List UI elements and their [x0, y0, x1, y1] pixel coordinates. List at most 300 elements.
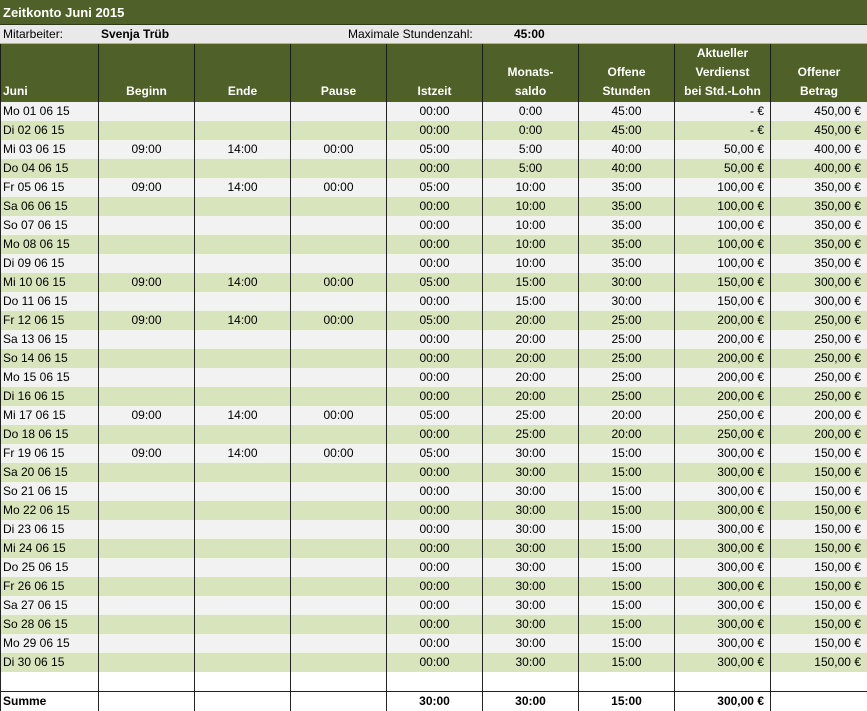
cell-pause[interactable] — [291, 368, 387, 387]
cell-open-hours[interactable]: 35:00 — [579, 178, 675, 197]
cell-date[interactable]: Sa 27 06 15 — [1, 596, 99, 615]
blank-cell[interactable] — [675, 672, 771, 691]
cell-actual-time[interactable]: 00:00 — [387, 577, 483, 596]
cell-open-amount[interactable]: 350,00 € — [771, 178, 867, 197]
cell-pause[interactable] — [291, 558, 387, 577]
cell-month-balance[interactable]: 0:00 — [483, 121, 579, 140]
cell-open-hours[interactable]: 15:00 — [579, 444, 675, 463]
cell-current-earnings[interactable]: 100,00 € — [675, 178, 771, 197]
cell-date[interactable]: Do 18 06 15 — [1, 425, 99, 444]
cell-open-hours[interactable]: 15:00 — [579, 577, 675, 596]
cell-pause[interactable] — [291, 197, 387, 216]
cell-current-earnings[interactable]: 250,00 € — [675, 425, 771, 444]
cell-begin[interactable] — [99, 463, 195, 482]
cell-open-hours[interactable]: 35:00 — [579, 254, 675, 273]
cell-open-amount[interactable]: 150,00 € — [771, 482, 867, 501]
cell-open-amount[interactable]: 150,00 € — [771, 444, 867, 463]
cell-end[interactable]: 14:00 — [195, 311, 291, 330]
cell-open-amount[interactable]: 450,00 € — [771, 102, 867, 121]
cell-end[interactable] — [195, 102, 291, 121]
table-row — [1, 577, 867, 596]
cell-month-balance[interactable]: 5:00 — [483, 140, 579, 159]
cell-end[interactable] — [195, 121, 291, 140]
cell-current-earnings[interactable]: 300,00 € — [675, 539, 771, 558]
cell-current-earnings[interactable]: 100,00 € — [675, 235, 771, 254]
cell-date[interactable]: Mi 17 06 15 — [1, 406, 99, 425]
cell-pause[interactable] — [291, 501, 387, 520]
table-row — [1, 178, 867, 197]
cell-actual-time[interactable]: 00:00 — [387, 520, 483, 539]
cell-month-balance[interactable]: 10:00 — [483, 197, 579, 216]
cell-open-amount[interactable]: 400,00 € — [771, 140, 867, 159]
cell-month-balance[interactable]: 30:00 — [483, 653, 579, 672]
cell-current-earnings[interactable]: 300,00 € — [675, 634, 771, 653]
cell-open-hours[interactable]: 30:00 — [579, 292, 675, 311]
cell-current-earnings[interactable]: 300,00 € — [675, 501, 771, 520]
cell-end[interactable] — [195, 387, 291, 406]
cell-current-earnings[interactable]: 100,00 € — [675, 254, 771, 273]
cell-actual-time[interactable]: 00:00 — [387, 102, 483, 121]
cell-pause[interactable] — [291, 520, 387, 539]
cell-open-hours[interactable]: 15:00 — [579, 520, 675, 539]
cell-open-amount[interactable]: 350,00 € — [771, 197, 867, 216]
cell-end[interactable] — [195, 349, 291, 368]
cell-open-amount[interactable]: 250,00 € — [771, 330, 867, 349]
cell-actual-time[interactable]: 05:00 — [387, 406, 483, 425]
cell-begin[interactable] — [99, 349, 195, 368]
cell-actual-time[interactable]: 00:00 — [387, 634, 483, 653]
cell-open-amount[interactable]: 150,00 € — [771, 501, 867, 520]
cell-end[interactable] — [195, 596, 291, 615]
cell-pause[interactable] — [291, 159, 387, 178]
blank-cell[interactable] — [771, 672, 867, 691]
cell-pause[interactable] — [291, 482, 387, 501]
cell-actual-time[interactable]: 00:00 — [387, 596, 483, 615]
cell-begin[interactable] — [99, 121, 195, 140]
cell-open-amount[interactable]: 300,00 € — [771, 273, 867, 292]
cell-open-amount[interactable]: 350,00 € — [771, 254, 867, 273]
cell-current-earnings[interactable]: 300,00 € — [675, 520, 771, 539]
cell-begin[interactable] — [99, 539, 195, 558]
cell-end[interactable] — [195, 368, 291, 387]
cell-date[interactable]: Di 30 06 15 — [1, 653, 99, 672]
cell-pause[interactable] — [291, 330, 387, 349]
cell-actual-time[interactable]: 05:00 — [387, 273, 483, 292]
cell-month-balance[interactable]: 30:00 — [483, 596, 579, 615]
cell-open-amount[interactable]: 150,00 € — [771, 634, 867, 653]
cell-open-amount[interactable]: 250,00 € — [771, 349, 867, 368]
cell-month-balance[interactable]: 25:00 — [483, 406, 579, 425]
cell-date[interactable]: Mo 08 06 15 — [1, 235, 99, 254]
cell-actual-time[interactable]: 00:00 — [387, 197, 483, 216]
cell-end[interactable] — [195, 634, 291, 653]
cell-current-earnings[interactable]: - € — [675, 121, 771, 140]
cell-open-hours[interactable]: 15:00 — [579, 558, 675, 577]
cell-actual-time[interactable]: 00:00 — [387, 501, 483, 520]
cell-end[interactable] — [195, 520, 291, 539]
cell-open-amount[interactable]: 150,00 € — [771, 615, 867, 634]
cell-open-amount[interactable]: 150,00 € — [771, 539, 867, 558]
cell-end[interactable]: 14:00 — [195, 273, 291, 292]
cell-current-earnings[interactable]: 300,00 € — [675, 596, 771, 615]
cell-end[interactable]: 14:00 — [195, 178, 291, 197]
cell-month-balance[interactable]: 20:00 — [483, 349, 579, 368]
cell-date[interactable]: Mo 29 06 15 — [1, 634, 99, 653]
cell-current-earnings[interactable]: 150,00 € — [675, 273, 771, 292]
sum-cell-month-balance[interactable]: 30:00 — [483, 691, 579, 711]
cell-open-hours[interactable]: 15:00 — [579, 539, 675, 558]
cell-month-balance[interactable]: 20:00 — [483, 387, 579, 406]
cell-end[interactable]: 14:00 — [195, 140, 291, 159]
cell-begin[interactable] — [99, 216, 195, 235]
cell-pause[interactable] — [291, 216, 387, 235]
cell-actual-time[interactable]: 00:00 — [387, 615, 483, 634]
cell-open-amount[interactable]: 350,00 € — [771, 216, 867, 235]
cell-date[interactable]: Mi 10 06 15 — [1, 273, 99, 292]
cell-open-hours[interactable]: 45:00 — [579, 121, 675, 140]
cell-end[interactable] — [195, 539, 291, 558]
cell-date[interactable]: So 28 06 15 — [1, 615, 99, 634]
cell-current-earnings[interactable]: 300,00 € — [675, 653, 771, 672]
cell-current-earnings[interactable]: 150,00 € — [675, 292, 771, 311]
sheet-title: Zeitkonto Juni 2015 — [0, 0, 867, 25]
cell-open-hours[interactable]: 15:00 — [579, 501, 675, 520]
cell-open-hours[interactable]: 25:00 — [579, 349, 675, 368]
cell-actual-time[interactable]: 05:00 — [387, 444, 483, 463]
cell-open-amount[interactable]: 250,00 € — [771, 368, 867, 387]
cell-actual-time[interactable]: 00:00 — [387, 235, 483, 254]
cell-open-amount[interactable]: 150,00 € — [771, 463, 867, 482]
cell-open-hours[interactable]: 15:00 — [579, 615, 675, 634]
blank-cell[interactable] — [483, 672, 579, 691]
blank-cell[interactable] — [195, 672, 291, 691]
cell-begin[interactable] — [99, 330, 195, 349]
cell-pause[interactable] — [291, 653, 387, 672]
cell-date[interactable]: Di 16 06 15 — [1, 387, 99, 406]
cell-date[interactable]: Fr 19 06 15 — [1, 444, 99, 463]
max-hours-value[interactable]: 45:00 — [514, 25, 545, 44]
cell-current-earnings[interactable]: 300,00 € — [675, 463, 771, 482]
table-row — [1, 235, 867, 254]
cell-actual-time[interactable]: 00:00 — [387, 330, 483, 349]
table-row — [1, 311, 867, 330]
cell-begin[interactable]: 09:00 — [99, 444, 195, 463]
cell-month-balance[interactable]: 10:00 — [483, 178, 579, 197]
cell-current-earnings[interactable]: 300,00 € — [675, 482, 771, 501]
cell-pause[interactable] — [291, 577, 387, 596]
cell-end[interactable] — [195, 159, 291, 178]
cell-open-hours[interactable]: 30:00 — [579, 273, 675, 292]
cell-pause[interactable] — [291, 463, 387, 482]
cell-pause[interactable]: 00:00 — [291, 444, 387, 463]
cell-open-hours[interactable]: 15:00 — [579, 482, 675, 501]
cell-date[interactable]: Mi 24 06 15 — [1, 539, 99, 558]
cell-open-hours[interactable]: 20:00 — [579, 425, 675, 444]
cell-actual-time[interactable]: 00:00 — [387, 463, 483, 482]
cell-actual-time[interactable]: 00:00 — [387, 539, 483, 558]
cell-begin[interactable] — [99, 159, 195, 178]
cell-end[interactable] — [195, 197, 291, 216]
cell-open-hours[interactable]: 15:00 — [579, 653, 675, 672]
cell-actual-time[interactable]: 00:00 — [387, 425, 483, 444]
cell-end[interactable] — [195, 501, 291, 520]
cell-current-earnings[interactable]: 250,00 € — [675, 406, 771, 425]
cell-actual-time[interactable]: 05:00 — [387, 140, 483, 159]
cell-begin[interactable] — [99, 425, 195, 444]
cell-pause[interactable]: 00:00 — [291, 178, 387, 197]
cell-date[interactable]: Do 04 06 15 — [1, 159, 99, 178]
cell-actual-time[interactable]: 00:00 — [387, 558, 483, 577]
cell-month-balance[interactable]: 30:00 — [483, 482, 579, 501]
cell-date[interactable]: Mi 03 06 15 — [1, 140, 99, 159]
cell-end[interactable]: 14:00 — [195, 406, 291, 425]
cell-date[interactable]: Di 23 06 15 — [1, 520, 99, 539]
cell-current-earnings[interactable]: 200,00 € — [675, 387, 771, 406]
cell-month-balance[interactable]: 30:00 — [483, 520, 579, 539]
cell-begin[interactable] — [99, 520, 195, 539]
cell-open-hours[interactable]: 35:00 — [579, 197, 675, 216]
table-row — [1, 463, 867, 482]
cell-pause[interactable] — [291, 634, 387, 653]
cell-date[interactable]: Mo 22 06 15 — [1, 501, 99, 520]
table-row — [1, 368, 867, 387]
cell-month-balance[interactable]: 10:00 — [483, 254, 579, 273]
cell-pause[interactable] — [291, 121, 387, 140]
cell-end[interactable] — [195, 425, 291, 444]
cell-open-hours[interactable]: 25:00 — [579, 387, 675, 406]
cell-month-balance[interactable]: 5:00 — [483, 159, 579, 178]
cell-pause[interactable] — [291, 349, 387, 368]
cell-end[interactable] — [195, 463, 291, 482]
cell-current-earnings[interactable]: 300,00 € — [675, 558, 771, 577]
cell-begin[interactable] — [99, 558, 195, 577]
cell-end[interactable] — [195, 235, 291, 254]
cell-end[interactable] — [195, 254, 291, 273]
cell-pause[interactable]: 00:00 — [291, 140, 387, 159]
cell-month-balance[interactable]: 20:00 — [483, 311, 579, 330]
sum-cell-actual-time[interactable]: 30:00 — [387, 691, 483, 711]
cell-month-balance[interactable]: 30:00 — [483, 444, 579, 463]
cell-open-hours[interactable]: 45:00 — [579, 102, 675, 121]
blank-cell[interactable] — [1, 672, 99, 691]
cell-begin[interactable] — [99, 235, 195, 254]
cell-pause[interactable] — [291, 539, 387, 558]
cell-actual-time[interactable]: 00:00 — [387, 216, 483, 235]
cell-open-amount[interactable]: 400,00 € — [771, 159, 867, 178]
cell-current-earnings[interactable]: 300,00 € — [675, 577, 771, 596]
cell-open-amount[interactable]: 250,00 € — [771, 387, 867, 406]
cell-open-amount[interactable]: 350,00 € — [771, 235, 867, 254]
cell-actual-time[interactable]: 05:00 — [387, 311, 483, 330]
cell-begin[interactable] — [99, 368, 195, 387]
cell-current-earnings[interactable]: 200,00 € — [675, 368, 771, 387]
cell-begin[interactable] — [99, 292, 195, 311]
cell-begin[interactable]: 09:00 — [99, 178, 195, 197]
sum-cell-open-hours[interactable]: 15:00 — [579, 691, 675, 711]
cell-date[interactable]: Sa 20 06 15 — [1, 463, 99, 482]
cell-end[interactable] — [195, 558, 291, 577]
cell-month-balance[interactable]: 20:00 — [483, 330, 579, 349]
cell-current-earnings[interactable]: 200,00 € — [675, 311, 771, 330]
cell-pause[interactable] — [291, 387, 387, 406]
cell-month-balance[interactable]: 30:00 — [483, 539, 579, 558]
cell-month-balance[interactable]: 15:00 — [483, 273, 579, 292]
cell-end[interactable] — [195, 615, 291, 634]
cell-begin[interactable] — [99, 197, 195, 216]
cell-current-earnings[interactable]: 100,00 € — [675, 216, 771, 235]
cell-current-earnings[interactable]: 300,00 € — [675, 615, 771, 634]
cell-end[interactable] — [195, 330, 291, 349]
cell-begin[interactable] — [99, 254, 195, 273]
sum-cell-current-earnings[interactable]: 300,00 € — [675, 691, 771, 711]
table-row — [1, 501, 867, 520]
cell-actual-time[interactable]: 00:00 — [387, 387, 483, 406]
cell-open-hours[interactable]: 40:00 — [579, 140, 675, 159]
table-row — [1, 349, 867, 368]
cell-actual-time[interactable]: 00:00 — [387, 292, 483, 311]
blank-row — [1, 672, 867, 691]
cell-begin[interactable] — [99, 482, 195, 501]
cell-begin[interactable] — [99, 102, 195, 121]
cell-end[interactable] — [195, 577, 291, 596]
cell-begin[interactable] — [99, 501, 195, 520]
cell-date[interactable]: Do 11 06 15 — [1, 292, 99, 311]
cell-begin[interactable]: 09:00 — [99, 140, 195, 159]
table-row — [1, 197, 867, 216]
cell-open-hours[interactable]: 15:00 — [579, 634, 675, 653]
cell-open-hours[interactable]: 15:00 — [579, 596, 675, 615]
cell-open-hours[interactable]: 25:00 — [579, 311, 675, 330]
cell-begin[interactable] — [99, 653, 195, 672]
cell-open-amount[interactable]: 200,00 € — [771, 406, 867, 425]
table-body — [1, 102, 867, 691]
cell-end[interactable]: 14:00 — [195, 444, 291, 463]
cell-open-amount[interactable]: 200,00 € — [771, 425, 867, 444]
cell-current-earnings[interactable]: 50,00 € — [675, 159, 771, 178]
cell-begin[interactable] — [99, 387, 195, 406]
cell-pause[interactable] — [291, 235, 387, 254]
cell-open-amount[interactable]: 150,00 € — [771, 558, 867, 577]
cell-date[interactable]: Di 09 06 15 — [1, 254, 99, 273]
cell-open-hours[interactable]: 20:00 — [579, 406, 675, 425]
blank-cell[interactable] — [579, 672, 675, 691]
cell-open-hours[interactable]: 25:00 — [579, 368, 675, 387]
cell-pause[interactable] — [291, 102, 387, 121]
cell-month-balance[interactable]: 10:00 — [483, 235, 579, 254]
employee-name[interactable]: Svenja Trüb — [101, 25, 169, 44]
cell-month-balance[interactable]: 30:00 — [483, 463, 579, 482]
blank-cell[interactable] — [99, 672, 195, 691]
cell-current-earnings[interactable]: - € — [675, 102, 771, 121]
blank-cell[interactable] — [291, 672, 387, 691]
cell-month-balance[interactable]: 15:00 — [483, 292, 579, 311]
cell-actual-time[interactable]: 00:00 — [387, 121, 483, 140]
cell-date[interactable]: Do 25 06 15 — [1, 558, 99, 577]
cell-date[interactable]: Fr 12 06 15 — [1, 311, 99, 330]
cell-month-balance[interactable]: 20:00 — [483, 368, 579, 387]
sum-cell-date[interactable]: Summe — [1, 691, 99, 711]
cell-date[interactable]: So 07 06 15 — [1, 216, 99, 235]
cell-actual-time[interactable]: 00:00 — [387, 159, 483, 178]
cell-month-balance[interactable]: 30:00 — [483, 501, 579, 520]
cell-current-earnings[interactable]: 100,00 € — [675, 197, 771, 216]
cell-actual-time[interactable]: 00:00 — [387, 368, 483, 387]
cell-current-earnings[interactable]: 200,00 € — [675, 349, 771, 368]
cell-pause[interactable] — [291, 615, 387, 634]
cell-actual-time[interactable]: 05:00 — [387, 178, 483, 197]
cell-pause[interactable]: 00:00 — [291, 311, 387, 330]
cell-open-amount[interactable]: 150,00 € — [771, 596, 867, 615]
cell-month-balance[interactable]: 30:00 — [483, 615, 579, 634]
cell-pause[interactable]: 00:00 — [291, 273, 387, 292]
cell-end[interactable] — [195, 292, 291, 311]
cell-month-balance[interactable]: 30:00 — [483, 558, 579, 577]
cell-actual-time[interactable]: 00:00 — [387, 349, 483, 368]
cell-pause[interactable] — [291, 292, 387, 311]
cell-end[interactable] — [195, 216, 291, 235]
cell-begin[interactable] — [99, 577, 195, 596]
cell-month-balance[interactable]: 30:00 — [483, 577, 579, 596]
cell-open-hours[interactable]: 40:00 — [579, 159, 675, 178]
cell-begin[interactable]: 09:00 — [99, 406, 195, 425]
cell-current-earnings[interactable]: 50,00 € — [675, 140, 771, 159]
cell-open-hours[interactable]: 35:00 — [579, 216, 675, 235]
cell-date[interactable]: Mo 15 06 15 — [1, 368, 99, 387]
cell-open-amount[interactable]: 150,00 € — [771, 577, 867, 596]
cell-date[interactable]: Sa 13 06 15 — [1, 330, 99, 349]
cell-end[interactable] — [195, 653, 291, 672]
cell-open-amount[interactable]: 300,00 € — [771, 292, 867, 311]
cell-month-balance[interactable]: 0:00 — [483, 102, 579, 121]
cell-date[interactable]: Sa 06 06 15 — [1, 197, 99, 216]
cell-open-hours[interactable]: 25:00 — [579, 330, 675, 349]
cell-date[interactable]: So 14 06 15 — [1, 349, 99, 368]
cell-current-earnings[interactable]: 200,00 € — [675, 330, 771, 349]
cell-open-hours[interactable]: 15:00 — [579, 463, 675, 482]
cell-month-balance[interactable]: 30:00 — [483, 634, 579, 653]
cell-end[interactable] — [195, 482, 291, 501]
cell-begin[interactable] — [99, 634, 195, 653]
blank-cell[interactable] — [387, 672, 483, 691]
cell-begin[interactable] — [99, 596, 195, 615]
cell-date[interactable]: Di 02 06 15 — [1, 121, 99, 140]
cell-actual-time[interactable]: 00:00 — [387, 653, 483, 672]
cell-month-balance[interactable]: 25:00 — [483, 425, 579, 444]
cell-open-amount[interactable]: 150,00 € — [771, 653, 867, 672]
cell-pause[interactable] — [291, 254, 387, 273]
cell-actual-time[interactable]: 00:00 — [387, 254, 483, 273]
cell-open-amount[interactable]: 450,00 € — [771, 121, 867, 140]
cell-date[interactable]: Fr 05 06 15 — [1, 178, 99, 197]
cell-open-amount[interactable]: 150,00 € — [771, 520, 867, 539]
cell-open-hours[interactable]: 35:00 — [579, 235, 675, 254]
cell-pause[interactable] — [291, 425, 387, 444]
cell-current-earnings[interactable]: 300,00 € — [675, 444, 771, 463]
cell-date[interactable]: Mo 01 06 15 — [1, 102, 99, 121]
cell-date[interactable]: So 21 06 15 — [1, 482, 99, 501]
cell-pause[interactable] — [291, 596, 387, 615]
cell-begin[interactable]: 09:00 — [99, 273, 195, 292]
cell-begin[interactable] — [99, 615, 195, 634]
cell-pause[interactable]: 00:00 — [291, 406, 387, 425]
cell-open-amount[interactable]: 250,00 € — [771, 311, 867, 330]
cell-begin[interactable]: 09:00 — [99, 311, 195, 330]
table-row — [1, 140, 867, 159]
info-row — [0, 25, 867, 44]
cell-month-balance[interactable]: 10:00 — [483, 216, 579, 235]
cell-date[interactable]: Fr 26 06 15 — [1, 577, 99, 596]
cell-actual-time[interactable]: 00:00 — [387, 482, 483, 501]
